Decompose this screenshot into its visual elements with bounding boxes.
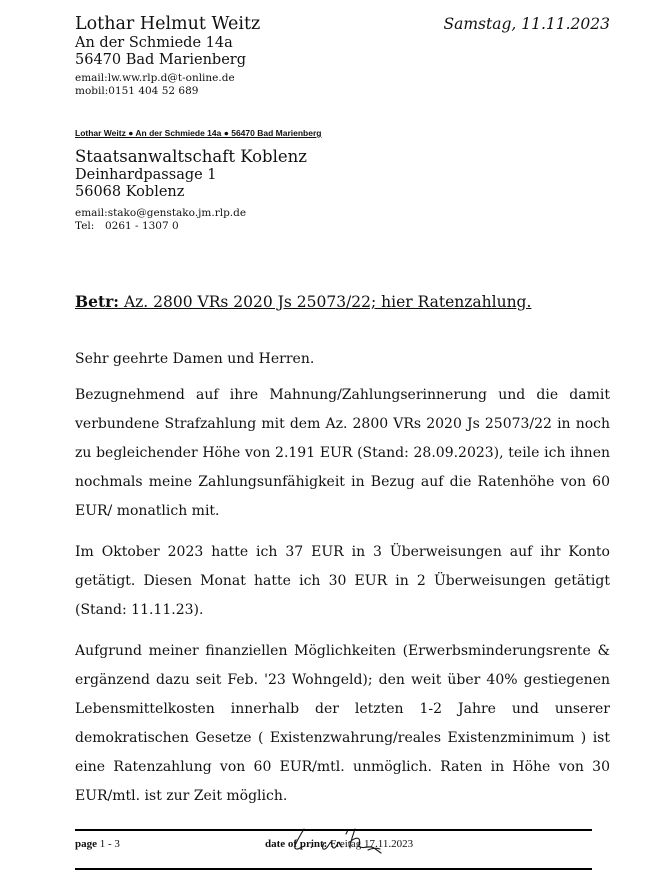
body-paragraph-1: Bezugnehmend auf ihre Mahnung/Zahlungserinnerung und die damit verbundene Strafzahlung mit dem Az. 2800 VRs 2020 Js 25073/22 in noch zu begleichender Höhe von 2.191 EUR (Stand: 28.09.2023), teile ich ihnen nochmals meine Zahlungsunfähigkeit in Bezug auf die Ratenhöhe von 60 EUR/ monatlich mit. bbox=[75, 387, 610, 519]
page-footer bbox=[75, 829, 592, 870]
sender-email-label: email: bbox=[75, 72, 108, 84]
subject-text: Az. 2800 VRs 2020 Js 25073/22; hier Ratenzahlung. bbox=[119, 293, 532, 311]
recipient-email-label: email: bbox=[75, 207, 108, 219]
recipient-tel-value: 0261 - 1307 0 bbox=[105, 219, 179, 232]
footer-print-value: Freitag 17.11.2023 bbox=[330, 838, 414, 850]
footer-page bbox=[75, 838, 120, 850]
salutation: Sehr geehrte Damen und Herren. bbox=[75, 351, 315, 367]
recipient-contact bbox=[75, 207, 610, 232]
body-paragraph-3: Aufgrund meiner finanziellen Möglichkeiten (Erwerbsminderungsrente & ergänzend dazu seit Feb. '23 Wohngeld); den weit über 40% gestiegenen Lebensmittelkosten innerhalb der letzten 1-2 Jahre und unserer demokratischen Gesetze ( Existenzwahrung/reales Existenzminimum ) ist eine Ratenzahlung von 60 EUR/mtl. unmöglich. Raten in Höhe von 30 EUR/mtl. ist zur Zeit möglich. bbox=[75, 643, 610, 804]
sender-email-value: lw.ww.rlp.d@t-online.de bbox=[107, 72, 235, 84]
return-address-text: Lothar Weitz ● An der Schmiede 14a ● 56470 Bad Marienberg bbox=[75, 128, 322, 138]
letter-date: Samstag, 11.11.2023 bbox=[443, 15, 610, 33]
sender-mobile-value: 0151 404 52 689 bbox=[108, 84, 199, 97]
recipient-name: Staatsanwaltschaft Koblenz bbox=[75, 147, 307, 166]
footer-page-label: page bbox=[75, 838, 97, 850]
return-address-line bbox=[75, 128, 610, 138]
footer-rule-bottom bbox=[75, 868, 592, 870]
sender-contact bbox=[75, 72, 260, 97]
footer-print bbox=[265, 838, 413, 851]
recipient-tel-label: Tel: bbox=[75, 219, 95, 232]
recipient-email-value: stako@genstako.jm.rlp.de bbox=[107, 207, 247, 219]
footer-row bbox=[75, 831, 592, 868]
recipient-block bbox=[75, 147, 610, 232]
recipient-tel-row bbox=[75, 220, 610, 233]
recipient-email-row bbox=[75, 207, 610, 220]
sender-mobile-row bbox=[75, 85, 260, 98]
recipient-street: Deinhardpassage 1 bbox=[75, 167, 217, 183]
subject-label: Betr: bbox=[75, 292, 120, 311]
sender-street: An der Schmiede 14a bbox=[75, 35, 233, 51]
sender-block bbox=[75, 14, 260, 97]
letter-header bbox=[75, 14, 610, 97]
sender-city: 56470 Bad Marienberg bbox=[75, 52, 246, 68]
sender-mobile-label: mobil: bbox=[75, 84, 109, 97]
recipient-city: 56068 Koblenz bbox=[75, 184, 185, 200]
sender-email-row bbox=[75, 72, 260, 85]
footer-print-label: date of print: bbox=[265, 838, 328, 850]
body-paragraph-2: Im Oktober 2023 hatte ich 37 EUR in 3 Überweisungen auf ihr Konto getätigt. Diesen Monat hatte ich 30 EUR in 2 Überweisungen getätigt (Stand: 11.11.23). bbox=[75, 544, 610, 618]
subject-line bbox=[75, 292, 610, 312]
sender-name: Lothar Helmut Weitz bbox=[75, 14, 261, 34]
footer-page-value: 1 - 3 bbox=[99, 838, 120, 850]
